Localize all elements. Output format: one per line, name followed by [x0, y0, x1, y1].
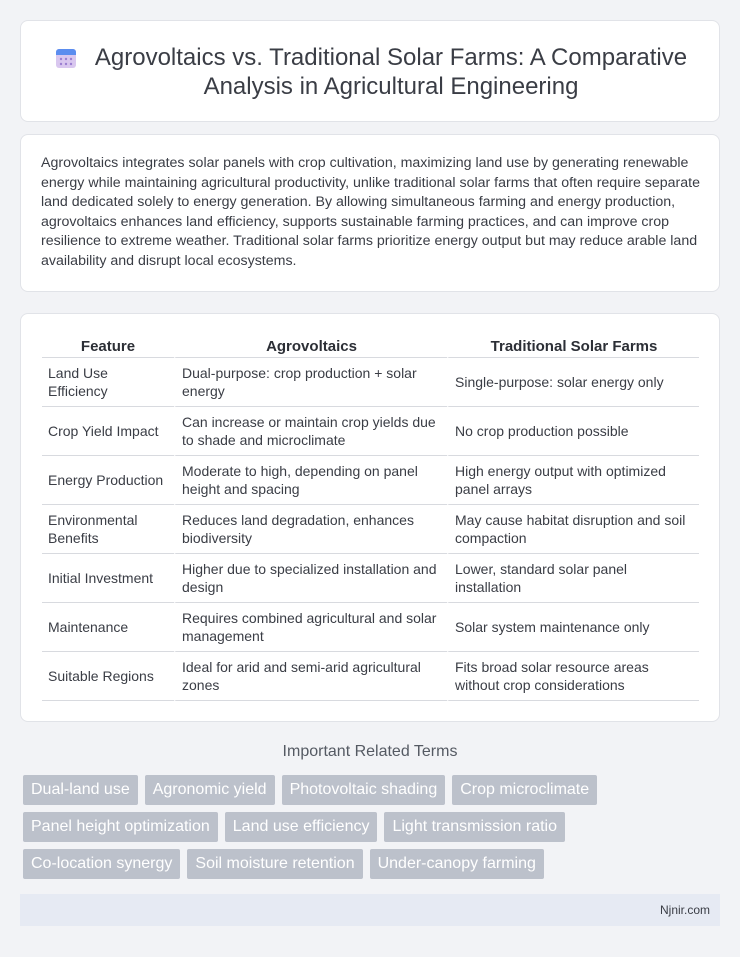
table-header-row — [42, 336, 699, 358]
calendar-icon — [54, 46, 78, 70]
footer — [20, 894, 720, 926]
header-traditional: Traditional Solar Farms — [447, 336, 699, 358]
row-agrovoltaics: Requires combined agricultural and solar management — [174, 603, 447, 652]
row-agrovoltaics: Dual-purpose: crop production + solar energy — [174, 358, 447, 407]
tag-under-canopy-farming[interactable]: Under-canopy farming — [370, 849, 544, 879]
row-agrovoltaics: Ideal for arid and semi-arid agricultural zones — [174, 652, 447, 701]
related-terms-title: Important Related Terms — [282, 743, 458, 760]
intro-card — [20, 134, 720, 292]
tag-land-use-efficiency[interactable]: Land use efficiency — [225, 812, 378, 842]
row-agrovoltaics: Higher due to specialized installation and design — [174, 554, 447, 603]
row-feature: Suitable Regions — [42, 652, 174, 701]
table-row — [42, 554, 699, 603]
tag-photovoltaic-shading[interactable]: Photovoltaic shading — [282, 775, 446, 805]
row-agrovoltaics: Moderate to high, depending on panel height and spacing — [174, 456, 447, 505]
tag-co-location-synergy[interactable]: Co-location synergy — [23, 849, 180, 879]
row-feature: Energy Production — [42, 456, 174, 505]
header-agrovoltaics: Agrovoltaics — [174, 336, 447, 358]
row-feature: Initial Investment — [42, 554, 174, 603]
footer-site-link[interactable]: Njnir.com — [659, 903, 710, 917]
header-feature: Feature — [42, 336, 174, 358]
tag-light-transmission-ratio[interactable]: Light transmission ratio — [384, 812, 565, 842]
row-traditional: Solar system maintenance only — [447, 603, 699, 652]
header-card — [20, 20, 720, 122]
table-row — [42, 358, 699, 407]
tag-soil-moisture-retention[interactable]: Soil moisture retention — [187, 849, 362, 879]
table-row — [42, 456, 699, 505]
comparison-table — [42, 336, 699, 701]
row-traditional: May cause habitat disruption and soil compaction — [447, 505, 699, 554]
row-agrovoltaics: Reduces land degradation, enhances biodiversity — [174, 505, 447, 554]
row-traditional: No crop production possible — [447, 407, 699, 456]
tag-panel-height-optimization[interactable]: Panel height optimization — [23, 812, 218, 842]
table-row — [42, 603, 699, 652]
row-feature: Crop Yield Impact — [42, 407, 174, 456]
row-traditional: Fits broad solar resource areas without crop considerations — [447, 652, 699, 701]
comparison-card — [20, 313, 720, 722]
row-agrovoltaics: Can increase or maintain crop yields due to shade and microclimate — [174, 407, 447, 456]
page-title: Agrovoltaics vs. Traditional Solar Farms: A Comparative Analysis in Agricultural Engineering — [94, 44, 688, 100]
row-traditional: Single-purpose: solar energy only — [447, 358, 699, 407]
tag-dual-land-use[interactable]: Dual-land use — [23, 775, 138, 805]
row-feature: Land Use Efficiency — [42, 358, 174, 407]
table-row — [42, 407, 699, 456]
intro-paragraph: Agrovoltaics integrates solar panels with crop cultivation, maximizing land use by generating renewable energy while maintaining agricultural productivity, unlike traditional solar farms that often require separate land dedicated solely to energy generation. By allowing simultaneous farming and energy production, agrovoltaics enhances land efficiency, supports sustainable farming practices, and can improve crop resilience to extreme weather. Traditional solar farms prioritize energy output but may reduce arable land availability and disrupt local ecosystems. — [41, 155, 701, 269]
table-row — [42, 652, 699, 701]
row-feature: Maintenance — [42, 603, 174, 652]
row-traditional: Lower, standard solar panel installation — [447, 554, 699, 603]
related-terms-list — [23, 775, 713, 879]
row-traditional: High energy output with optimized panel arrays — [447, 456, 699, 505]
table-row — [42, 505, 699, 554]
header — [21, 21, 721, 123]
row-feature: Environmental Benefits — [42, 505, 174, 554]
tag-crop-microclimate[interactable]: Crop microclimate — [452, 775, 597, 805]
tag-agronomic-yield[interactable]: Agronomic yield — [145, 775, 275, 805]
